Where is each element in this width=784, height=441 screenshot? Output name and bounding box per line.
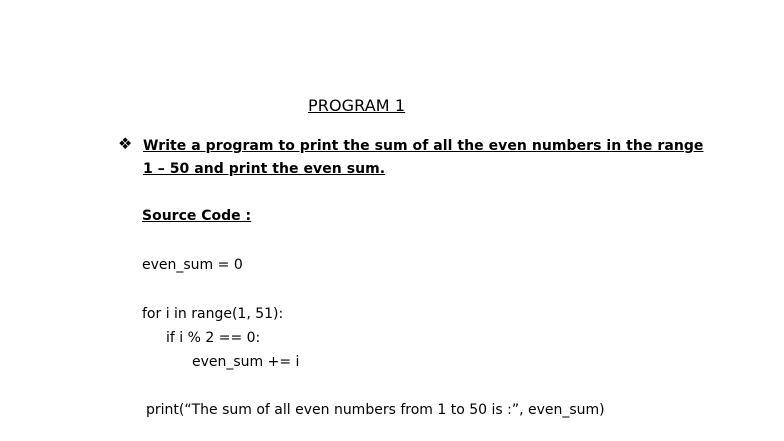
source-code-label: Source Code : (142, 208, 252, 224)
code-line-3: if i % 2 == 0: (166, 330, 261, 346)
task-line-2: 1 – 50 and print the even sum. (143, 161, 386, 177)
task-description (143, 135, 703, 181)
diamond-bullet-icon: ❖ (118, 134, 133, 153)
code-line-4: even_sum += i (192, 354, 300, 370)
code-line-1: even_sum = 0 (142, 257, 243, 273)
code-line-2: for i in range(1, 51): (142, 306, 284, 322)
code-line-5: print(“The sum of all even numbers from 1 to 50 is :”, even_sum) (146, 402, 605, 418)
task-line-1: Write a program to print the sum of all the even numbers in the range (143, 138, 704, 154)
page-title: PROGRAM 1 (308, 96, 406, 115)
